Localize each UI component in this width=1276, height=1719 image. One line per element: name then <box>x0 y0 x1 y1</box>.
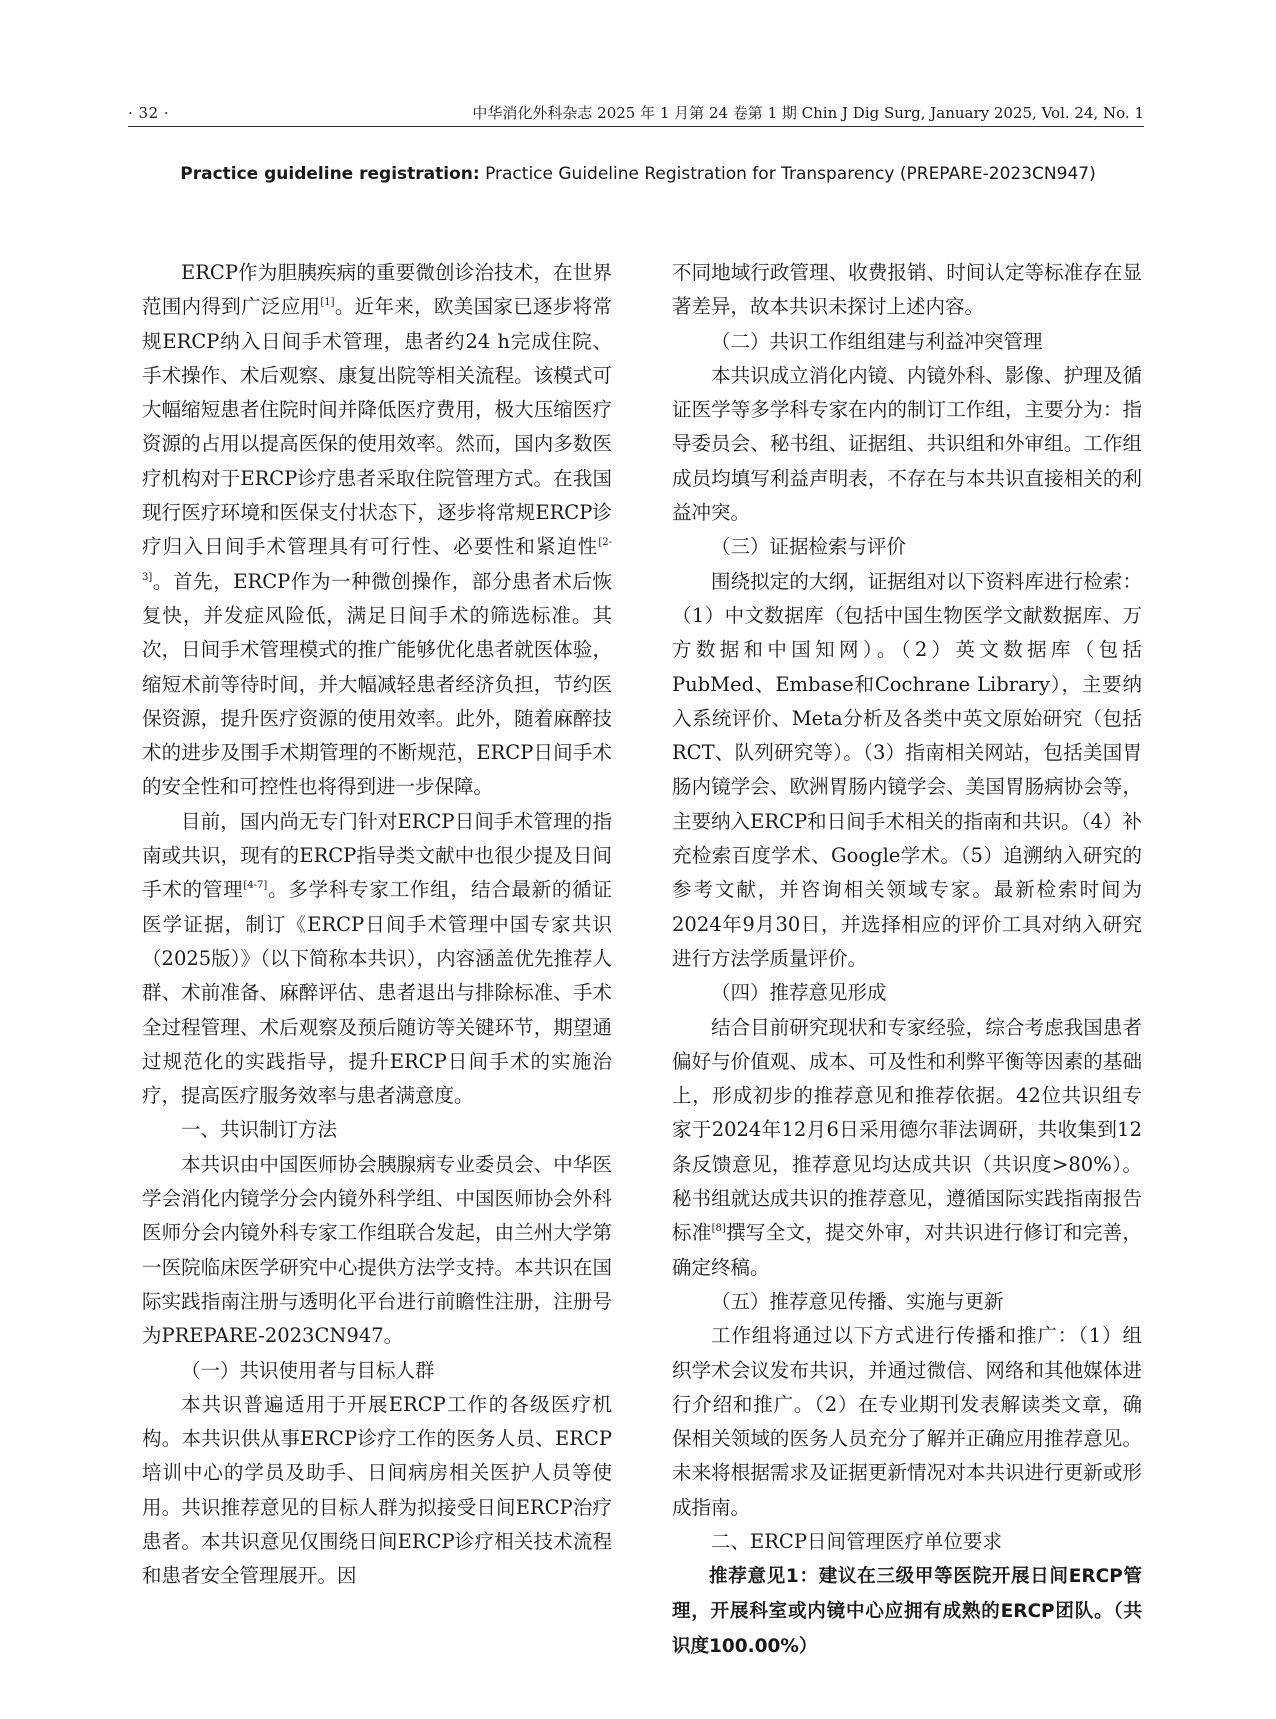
text-run: ERCP作为胆胰疾病的重要微创诊治技术，在世界范围内得到广泛应用 <box>142 261 612 319</box>
subsection-heading: （三）证据检索与评价 <box>711 535 907 559</box>
text-run: 结合目前研究现状和专家经验，综合考虑我国患者偏好与价值观、成本、可及性和利弊平衡等因素的基础上，形成初步的推荐意见和推荐依据。42位共识组专家于2024年12月6日采用德尔菲法调研，共收集到12条反馈意见，推荐意见均达成共识（共识度>80%）。秘书组就达成共识的推荐意见，遵循国际实践指南报告标准 <box>672 1015 1142 1245</box>
text-run: 目前，国内尚无专门针对ERCP日间手术管理的指南或共识，现有的ERCP指导类文献中也很少提及日间手术的管理 <box>142 809 612 902</box>
paragraph-background <box>142 805 612 1114</box>
subsection-heading: （五）推荐意见传播、实施与更新 <box>711 1289 1004 1313</box>
paragraph-methods: 本共识由中国医师协会胰腺病专业委员会、中华医学会消化内镜学分会内镜外科学组、中国医师协会外科医师分会内镜外科专家工作组联合发起，由兰州大学第一医院临床医学研究中心提供方法学支持。本共识在国际实践指南注册与透明化平台进行前瞻性注册，注册号为PREPARE-2023CN947。 <box>142 1152 612 1348</box>
journal-citation: 中华消化外科杂志 2025 年 1 月第 24 卷第 1 期 Chin J Dig Surg, January 2025, Vol. 24, No. 1 <box>472 104 1144 122</box>
paragraph-evidence-search: 围绕拟定的大纲，证据组对以下资料库进行检索：（1）中文数据库（包括中国生物医学文献数据库、万方数据和中国知网）。（2）英文数据库（包括PubMed、Embase和Cochrane Library），主要纳入系统评价、Meta分析及各类中英文原始研究（包括RCT、队列研究等）。（3）指南相关网站，包括美国胃肠内镜学会、欧洲胃肠内镜学会、美国胃肠病协会等，主要纳入ERCP和日间手术相关的指南和共识。（4）补充检索百度学术、Google学术。（5）追溯纳入研究的参考文献，并咨询相关领域专家。最新检索时间为2024年9月30日，并选择相应的评价工具对纳入研究进行方法学质量评价。 <box>672 569 1142 970</box>
registration-label: Practice guideline registration: <box>180 164 480 184</box>
running-header <box>128 100 1144 127</box>
paragraph-intro <box>142 256 612 805</box>
paragraph-continued: 不同地域行政管理、收费报销、时间认定等标准存在显著差异，故本共识未探讨上述内容。 <box>672 261 1142 319</box>
registration-text: Practice Guideline Registration for Transparency (PREPARE-2023CN947) <box>479 164 1096 184</box>
text-run: 。近年来，欧美国家已逐步将常规ERCP纳入日间手术管理，患者约24 h完成住院、手术操作、术后观察、康复出院等相关流程。该模式可大幅缩短患者住院时间并降低医疗费用，极大压缩医疗资源的占用以提高医保的使用效率。然而，国内多数医疗机构对于ERCP诊疗患者采取住院管理方式。在我国现行医疗环境和医保支付状态下，逐步将常规ERCP诊疗归入日间手术管理具有可行性、必要性和紧迫性 <box>142 295 612 559</box>
paragraph-working-group: 本共识成立消化内镜、内镜外科、影像、护理及循证医学等多学科专家在内的制订工作组，主要分为：指导委员会、秘书组、证据组、共识组和外审组。工作组成员均填写利益声明表，不存在与本共识直接相关的利益冲突。 <box>672 363 1142 525</box>
page-number: · 32 · <box>128 104 170 122</box>
section-heading: 一、共识制订方法 <box>181 1118 338 1142</box>
citation-ref: [8] <box>711 1223 726 1235</box>
citation-ref: [4-7] <box>243 880 268 892</box>
subsection-heading: （一）共识使用者与目标人群 <box>181 1358 435 1382</box>
paragraph-dissemination: 工作组将通过以下方式进行传播和推广：（1）组织学术会议发布共识，并通过微信、网络和其他媒体进行介绍和推广。（2）在专业期刊发表解读类文章，确保相关领域的医务人员充分了解并正确应用推荐意见。未来将根据需求及证据更新情况对本共识进行更新或形成指南。 <box>672 1324 1142 1519</box>
subsection-heading: （四）推荐意见形成 <box>711 981 887 1005</box>
paragraph-recommendation-forming <box>672 1011 1142 1285</box>
right-column <box>672 256 1142 1664</box>
registration-note <box>150 160 1126 188</box>
recommendation-1: 推荐意见1：建议在三级甲等医院开展日间ERCP管理，开展科室或内镜中心应拥有成熟的ERCP团队。（共识度100.00%） <box>672 1566 1142 1658</box>
paragraph-users: 本共识普遍适用于开展ERCP工作的各级医疗机构。本共识供从事ERCP诊疗工作的医务人员、ERCP培训中心的学员及助手、日间病房相关医护人员等使用。共识推荐意见的目标人群为拟接受日间ERCP治疗患者。本共识意见仅围绕日间ERCP诊疗相关技术流程和患者安全管理展开。因 <box>142 1392 612 1588</box>
text-run: 。多学科专家工作组，结合最新的循证医学证据，制订《ERCP日间手术管理中国专家共识（2025版）》（以下简称本共识），内容涵盖优先推荐人群、术前准备、麻醉评估、患者退出与排除标准、手术全过程管理、术后观察及预后随访等关键环节，期望通过规范化的实践指导，提升ERCP日间手术的实施治疗，提高医疗服务效率与患者满意度。 <box>142 878 612 1108</box>
subsection-heading: （二）共识工作组组建与利益冲突管理 <box>711 329 1043 353</box>
left-column <box>142 256 612 1594</box>
section-heading: 二、ERCP日间管理医疗单位要求 <box>711 1529 1002 1553</box>
citation-ref: [1] <box>320 297 335 309</box>
text-run: 。首先，ERCP作为一种微创操作，部分患者术后恢复快，并发症风险低，满足日间手术的筛选标准。其次，日间手术管理模式的推广能够优化患者就医体验，缩短术前等待时间，并大幅减轻患者经济负担，节约医保资源，提升医疗资源的使用效率。此外，随着麻醉技术的进步及围手术期管理的不断规范，ERCP日间手术的安全性和可控性也将得到进一步保障。 <box>142 569 612 799</box>
citation-ref: [2-3] <box>142 537 612 583</box>
text-run: 撰写全文，提交外审，对共识进行修订和完善，确定终稿。 <box>672 1221 1142 1279</box>
